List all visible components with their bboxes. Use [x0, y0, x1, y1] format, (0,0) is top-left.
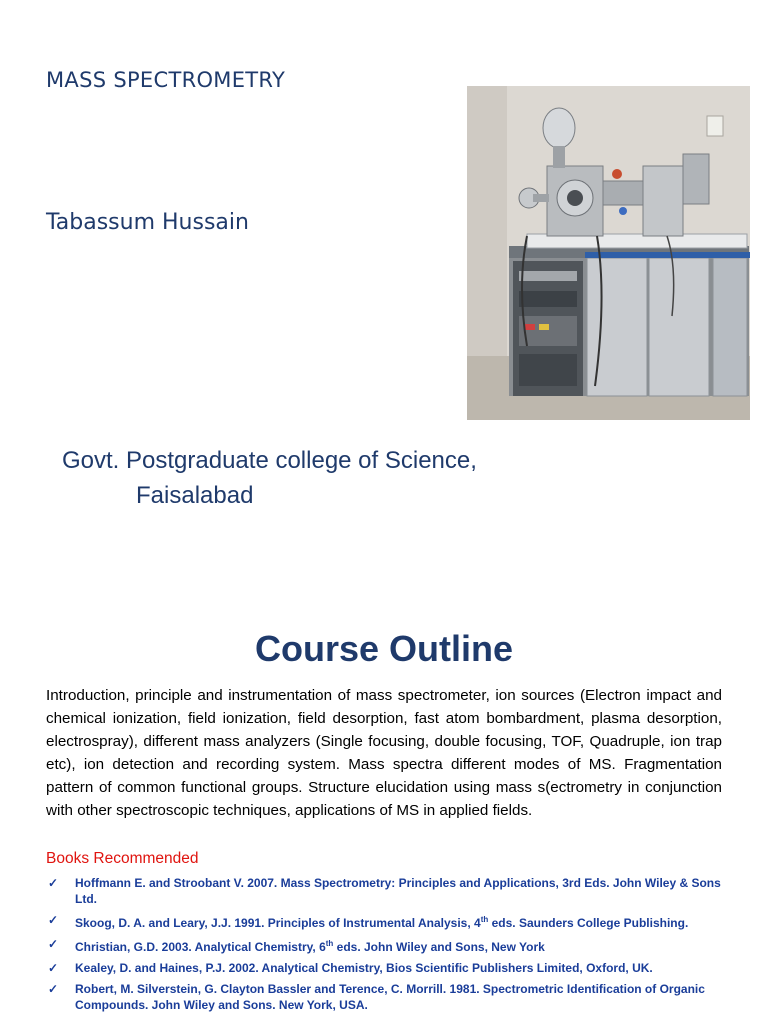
book-text: Robert, M. Silverstein, G. Clayton Bassler and Terence, C. Morrill. 1981. Spectrometric Identification of Organic Compounds. John Wiley and Sons. New York, USA.	[75, 982, 705, 1012]
mass-spectrometer-photo	[467, 86, 750, 420]
course-outline-slide	[0, 600, 768, 1024]
author-name: Tabassum Hussain	[46, 210, 249, 235]
book-text: Kealey, D. and Haines, P.J. 2002. Analytical Chemistry, Bios Scientific Publishers Limited, Oxford, UK.	[75, 961, 653, 975]
check-icon: ✓	[48, 876, 59, 890]
book-text: Skoog, D. A. and Leary, J.J. 1991. Principles of Instrumental Analysis, 4	[75, 916, 481, 930]
book-text: Hoffmann E. and Stroobant V. 2007. Mass Spectrometry: Principles and Applications, 3rd Eds. John Wiley & Sons Ltd.	[75, 876, 721, 906]
check-icon: ✓	[48, 982, 59, 996]
books-recommended-heading: Books Recommended	[46, 850, 199, 867]
college-line-2: Faisalabad	[136, 482, 254, 509]
book-text-cont: eds. Saunders College Publishing.	[488, 916, 689, 930]
check-icon: ✓	[48, 913, 59, 927]
book-item	[46, 936, 726, 955]
course-outline-heading: Course Outline	[254, 628, 514, 669]
course-description: Introduction, principle and instrumentation of mass spectrometer, ion sources (Electron impact and chemical ionization, field ionization, field desorption, fast atom bombardment, plasma desorption, electrospray), different mass analyzers (Single focusing, double focusing, TOF, Quadruple, ion trap etc), ion detection and recording system. Mass spectra different modes of MS. Fragmentation pattern of common functional groups. Structure elucidation using mass s(ectrometry in conjunction with other spectroscopic techniques, applications of MS in applied fields.	[46, 687, 722, 819]
book-item	[46, 960, 726, 976]
book-item	[46, 981, 726, 1013]
book-text-cont: eds. John Wiley and Sons, New York	[333, 940, 545, 954]
college-name	[62, 443, 477, 513]
college-line-1: Govt. Postgraduate college of Science,	[62, 447, 477, 474]
check-icon: ✓	[48, 937, 59, 951]
books-list	[46, 875, 726, 1018]
book-item	[46, 875, 726, 907]
book-item	[46, 912, 726, 931]
book-superscript: th	[325, 939, 334, 948]
check-icon: ✓	[48, 961, 59, 975]
slide-title: MASS SPECTROMETRY	[46, 68, 286, 92]
book-superscript: th	[480, 915, 489, 924]
book-text: Christian, G.D. 2003. Analytical Chemistry, 6	[75, 940, 326, 954]
